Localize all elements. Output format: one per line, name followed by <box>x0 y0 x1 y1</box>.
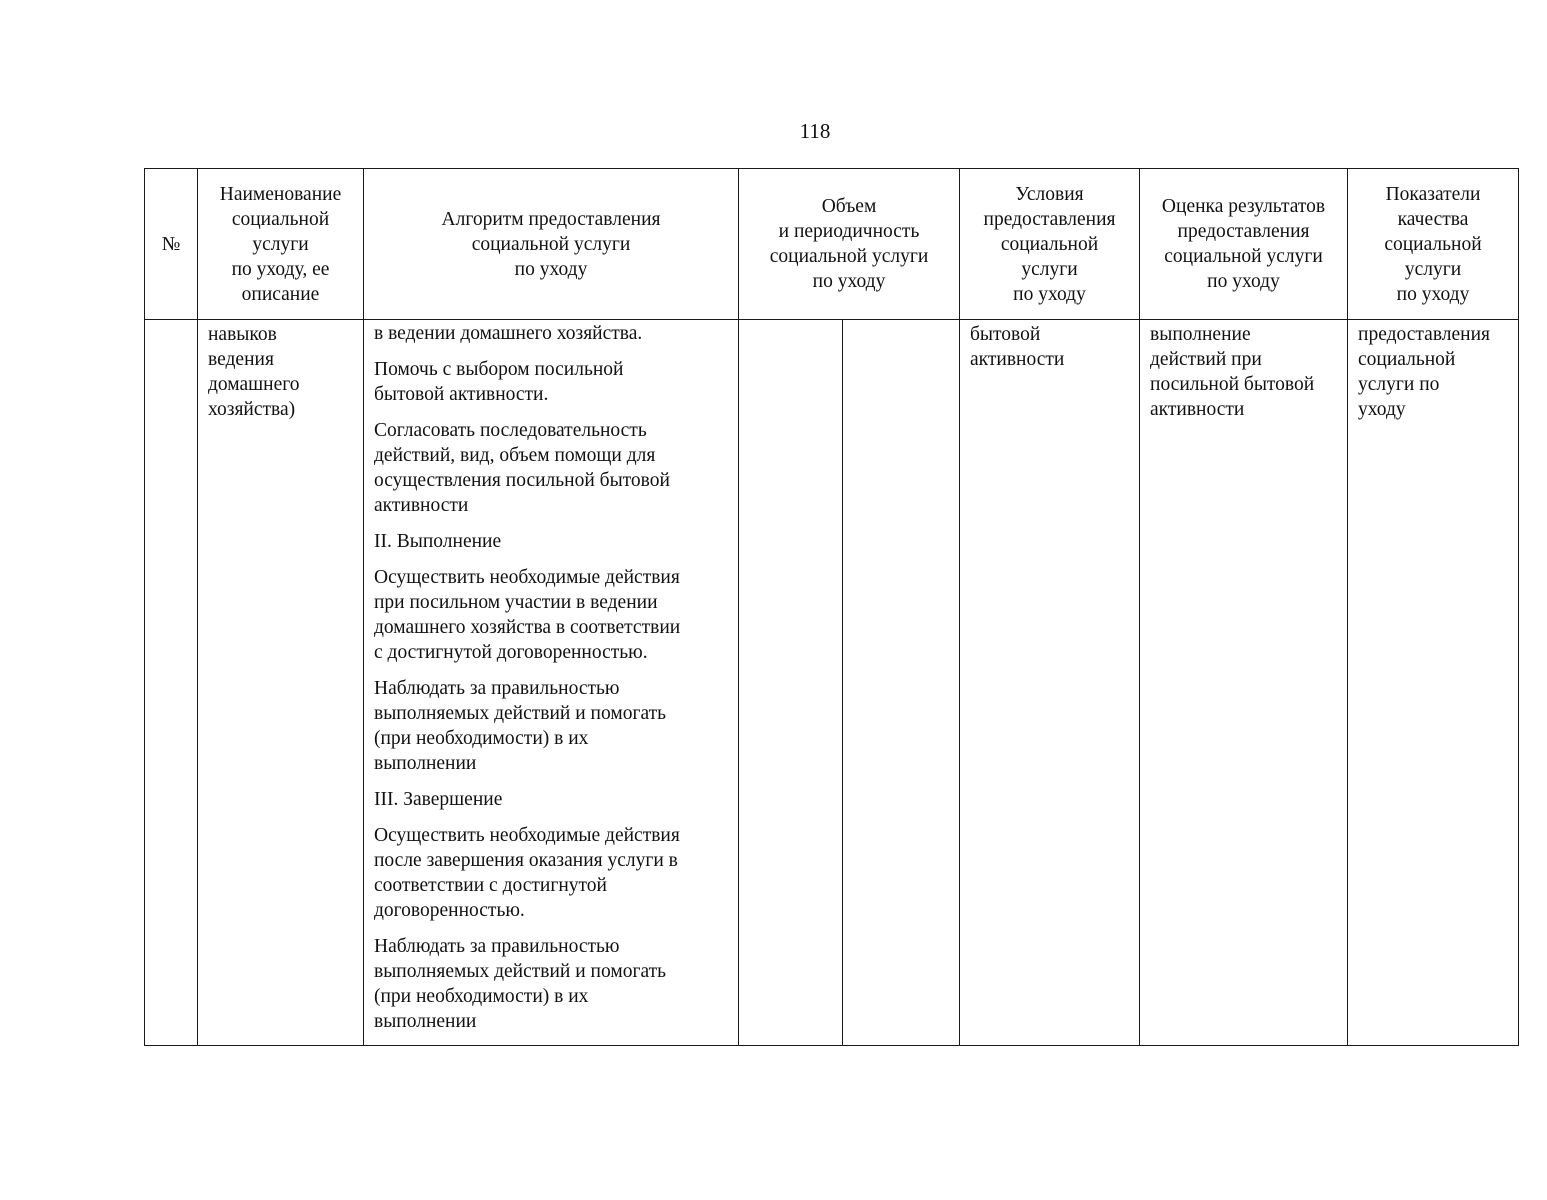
header-service-name: Наименование социальной услуги по уходу, ее описание <box>198 169 364 320</box>
algorithm-paragraph: Осуществить необходимые действия при посильном участии в ведении домашнего хозяйства в соответствии с достигнутой договоренностью. <box>374 567 681 663</box>
algorithm-paragraph: Наблюдать за правильностью выполняемых действий и помогать (при необходимости) в их выполнении <box>374 936 667 1032</box>
cell-quality: предоставления социальной услуги по уходу <box>1348 320 1519 1046</box>
cell-evaluation: выполнение действий при посильной бытовой активности <box>1140 320 1348 1046</box>
algorithm-paragraph: в ведении домашнего хозяйства. <box>374 323 643 344</box>
service-table <box>144 168 1519 1046</box>
header-algorithm: Алгоритм предоставления социальной услуги по уходу <box>364 169 739 320</box>
cell-service-name: навыков ведения домашнего хозяйства) <box>198 320 364 1046</box>
algorithm-section-heading: II. Выполнение <box>374 531 502 552</box>
header-quality: Показатели качества социальной услуги по уходу <box>1348 169 1519 320</box>
table-row <box>145 320 1519 1046</box>
header-volume: Объем и периодичность социальной услуги по уходу <box>739 169 960 320</box>
header-number: № <box>145 169 198 320</box>
cell-conditions: бытовой активности <box>960 320 1140 1046</box>
page-number: 118 <box>799 119 831 143</box>
cell-algorithm <box>364 320 739 1046</box>
header-conditions: Условия предоставления социальной услуги по уходу <box>960 169 1140 320</box>
cell-periodicity <box>843 320 960 1046</box>
cell-number <box>145 320 198 1046</box>
algorithm-paragraph: Наблюдать за правильностью выполняемых действий и помогать (при необходимости) в их выполнении <box>374 678 667 774</box>
algorithm-paragraph: Помочь с выбором посильной бытовой активности. <box>374 359 624 405</box>
algorithm-paragraph: Осуществить необходимые действия после завершения оказания услуги в соответствии с достигнутой договоренностью. <box>374 825 680 921</box>
cell-volume <box>739 320 843 1046</box>
algorithm-paragraph: Согласовать последовательность действий, вид, объем помощи для осуществления посильной бытовой активности <box>374 420 670 516</box>
algorithm-section-heading: III. Завершение <box>374 789 503 810</box>
header-evaluation: Оценка результатов предоставления социальной услуги по уходу <box>1140 169 1348 320</box>
table-header-row <box>145 169 1519 320</box>
